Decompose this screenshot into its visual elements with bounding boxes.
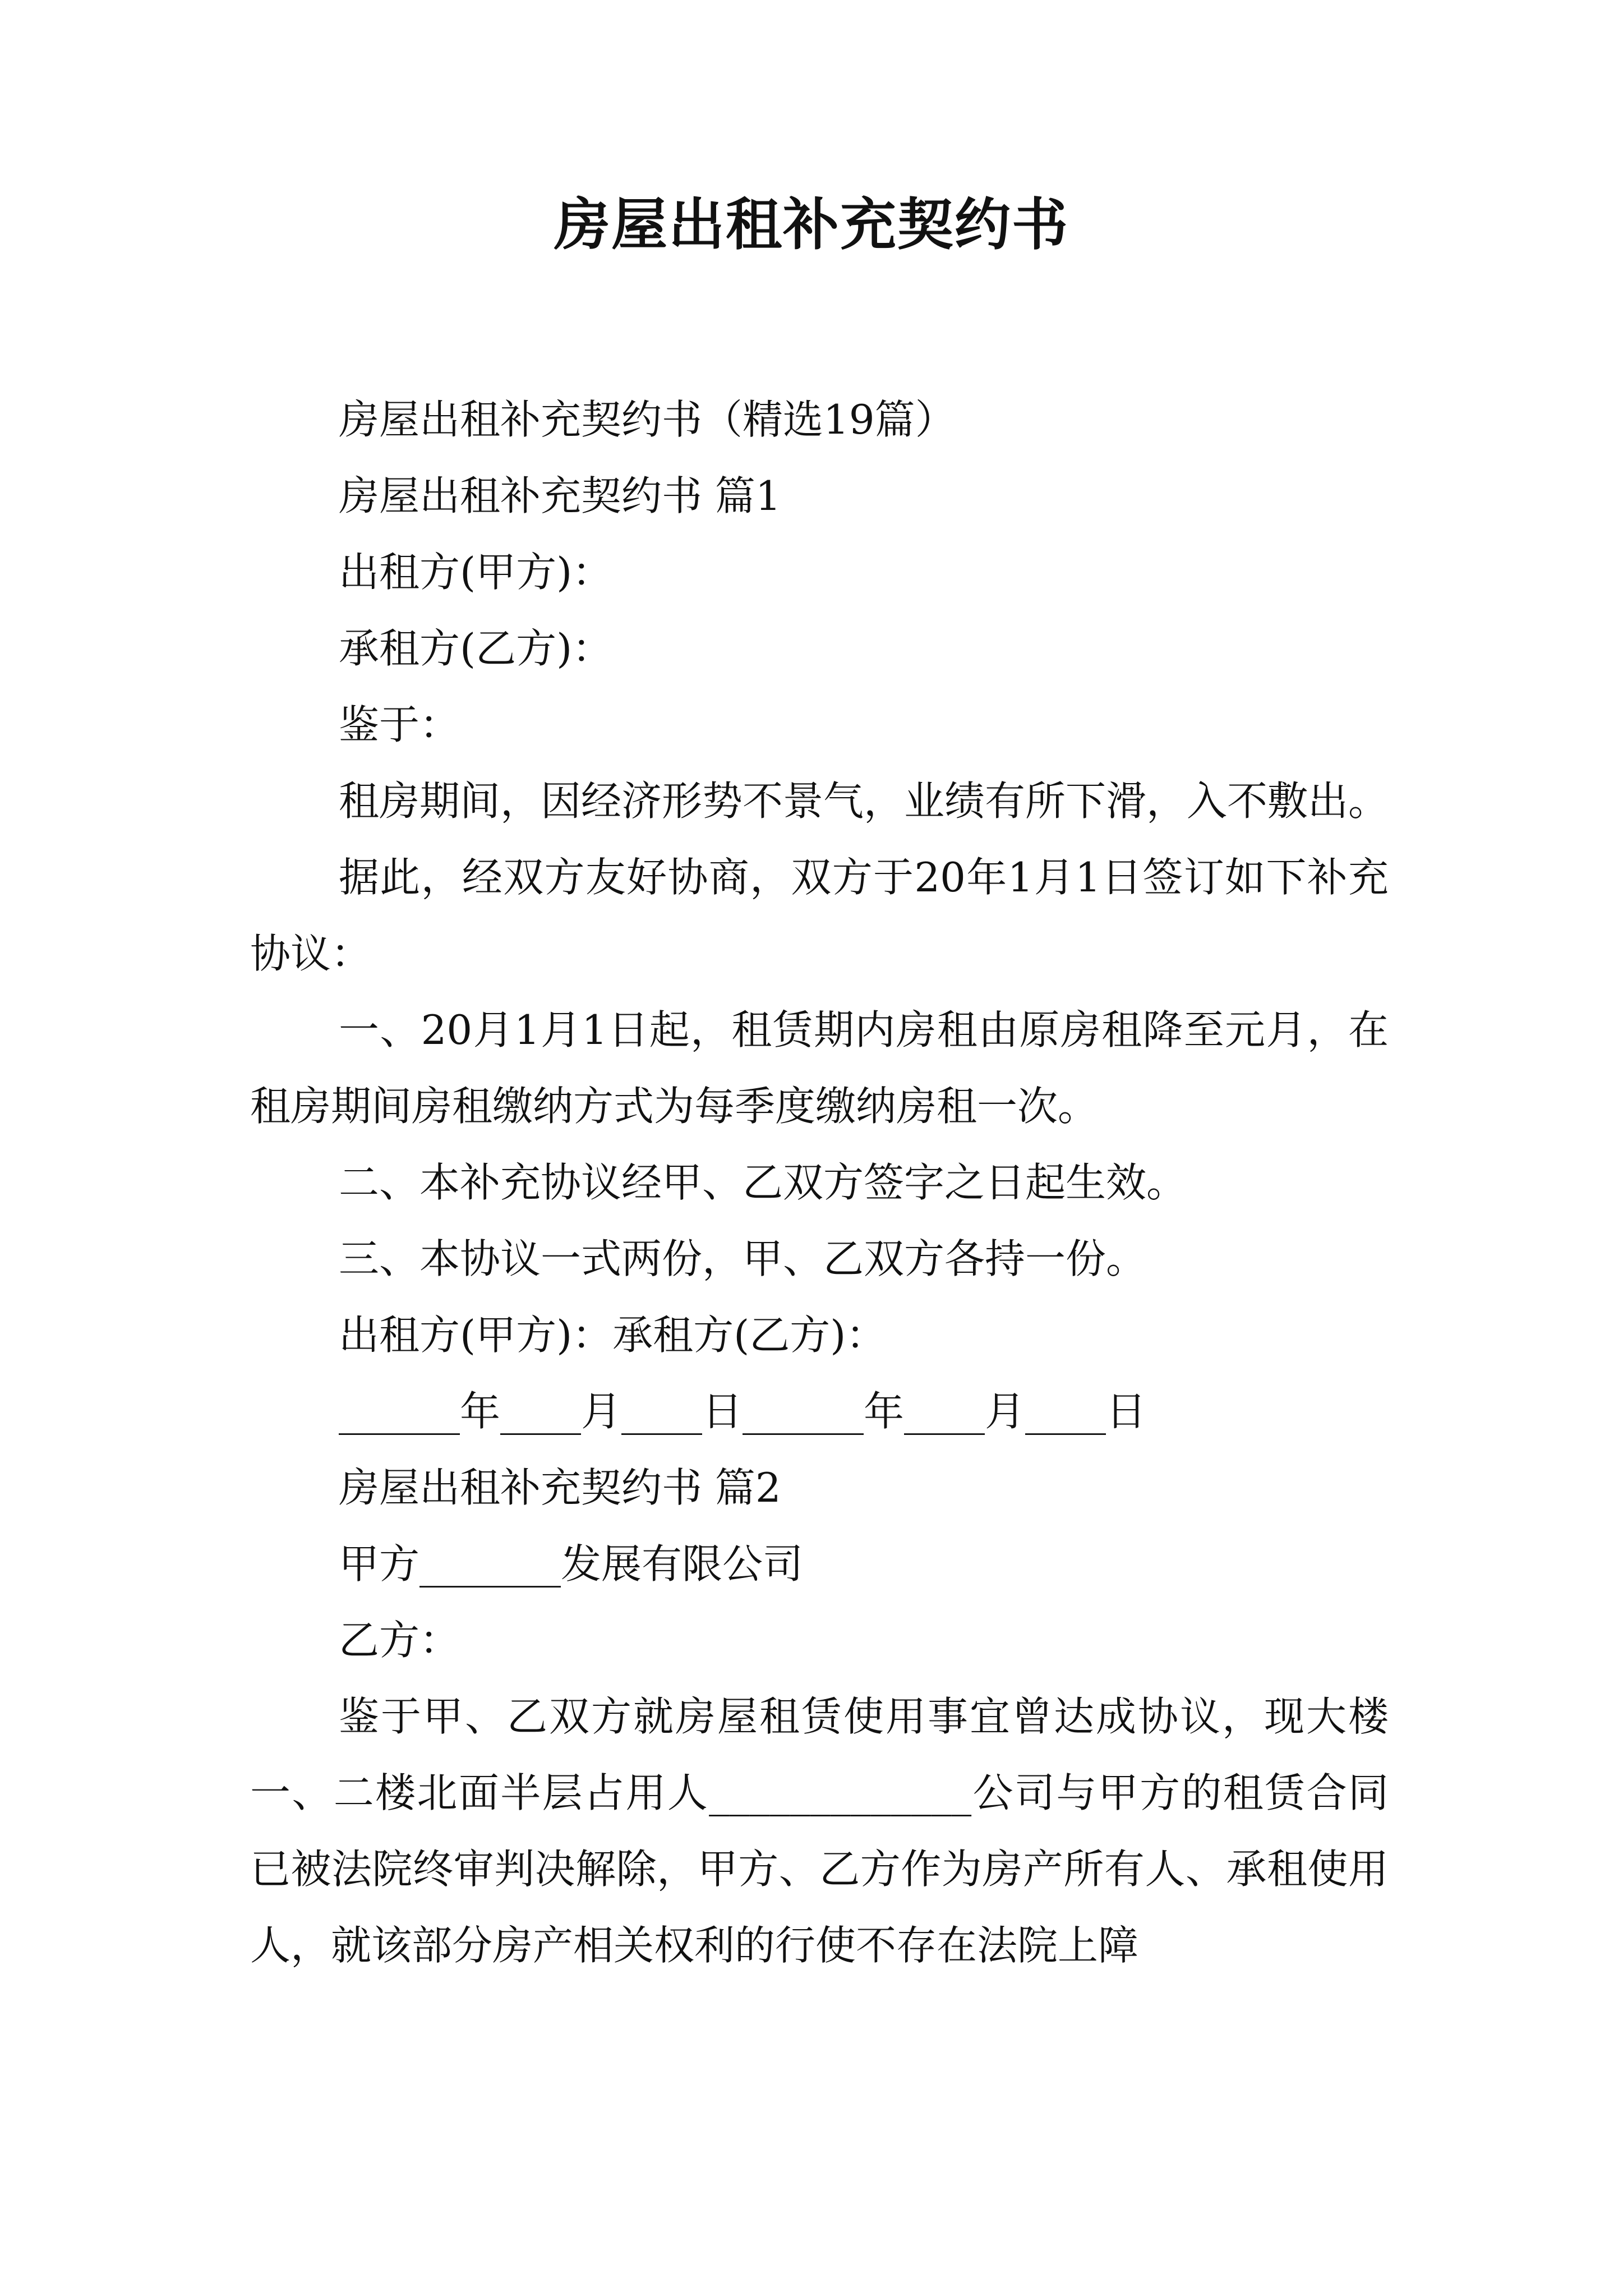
paragraph-lessor: 出租方(甲方)： <box>339 549 613 596</box>
paragraph-clause-2: 二、本补充协议经甲、乙双方签字之日起生效。 <box>339 1159 1187 1206</box>
paragraph-agreement-intro: 据此，经双方友好协商，双方于20年1月1日签订如下补充协议： <box>250 854 1389 977</box>
paragraph-dates: ______年____月____日______年____月____日 <box>339 1388 1147 1435</box>
paragraph-signatures: 出租方(甲方)：承租方(乙方)： <box>339 1312 887 1359</box>
paragraph-section-2-heading: 房屋出租补充契约书 篇2 <box>339 1464 781 1511</box>
paragraph-section-1-heading: 房屋出租补充契约书 篇1 <box>339 472 781 519</box>
paragraph-party-a: 甲方_______发展有限公司 <box>339 1540 804 1588</box>
document-title: 房屋出租补充契约书 <box>554 191 1069 257</box>
paragraph-background: 租房期间，因经济形势不景气，业绩有所下滑，入不敷出。 <box>339 777 1389 825</box>
paragraph-clause-3: 三、本协议一式两份，甲、乙双方各持一份。 <box>339 1235 1147 1282</box>
paragraph-party-b: 乙方： <box>339 1617 460 1664</box>
paragraph-lessee: 承租方(乙方)： <box>339 625 613 672</box>
paragraph-selected-count: 房屋出租补充契约书（精选19篇） <box>339 396 956 443</box>
paragraph-section-2-whereas: 鉴于甲、乙双方就房屋租赁使用事宜曾达成协议，现大楼一、二楼北面半层占用人_____________公司与甲方的租赁合同已被法院终审判决解除，甲方、乙方作为房产所有人、承租使用人，就该部分房产相关权利的行使不存在法院上障 <box>250 1693 1389 1969</box>
paragraph-whereas: 鉴于： <box>339 701 460 748</box>
paragraph-clause-1: 一、20月1月1日起，租赁期内房租由原房租降至元月，在租房期间房租缴纳方式为每季度缴纳房租一次。 <box>250 1006 1389 1130</box>
document-body <box>250 381 1389 1984</box>
